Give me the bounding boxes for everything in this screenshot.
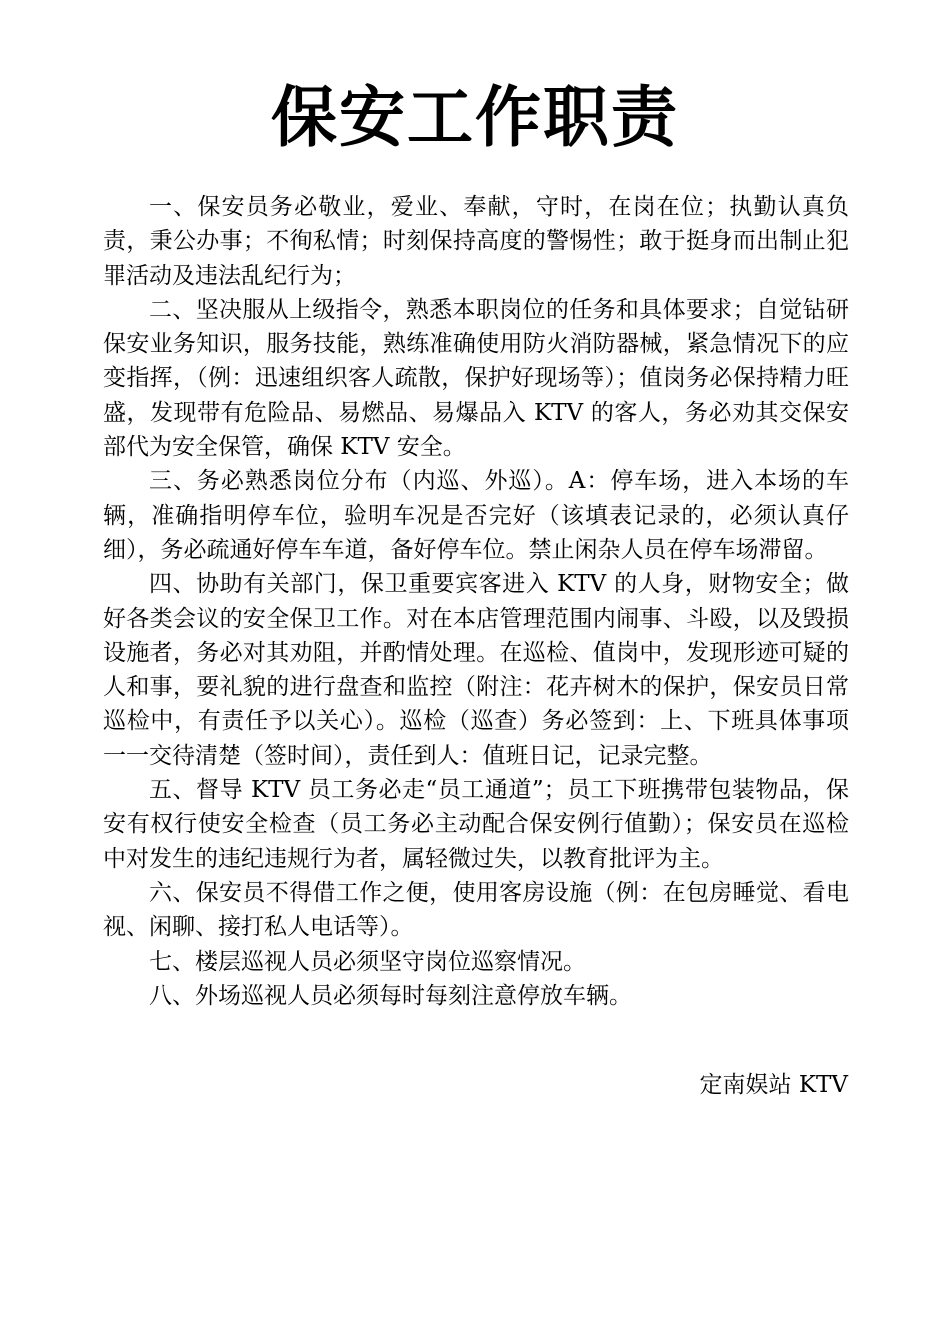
document-body (103, 190, 849, 1013)
paragraph-6: 六、保安员不得借工作之便，使用客房设施（例：在包房睡觉、看电视、闲聊、接打私人电话等）。 (103, 879, 849, 941)
paragraph-4: 四、协助有关部门，保卫重要宾客进入 KTV 的人身，财物安全；做好各类会议的安全保卫工作。对在本店管理范围内闹事、斗殴，以及毁损设施者，务必对其劝阻，并酌情处理。在巡检、值岗中，发现形迹可疑的人和事，要礼貌的进行盘查和监控（附注：花卉树木的保护，保安员日常巡检中，有责任予以关心）。巡检（巡查）务必签到：上、下班具体事项一一交待清楚（签时间），责任到人：值班日记，记录完整。 (103, 571, 849, 769)
paragraph-1: 一、保安员务必敬业，爱业、奉献，守时，在岗在位；执勤认真负责，秉公办事；不徇私情；时刻保持高度的警惕性；敢于挺身而出制止犯罪活动及违法乱纪行为； (103, 194, 849, 289)
paragraph-2: 二、坚决服从上级指令，熟悉本职岗位的任务和具体要求；自觉钻研保安业务知识，服务技能，熟练准确使用防火消防器械，紧急情况下的应变指挥，（例：迅速组织客人疏散，保护好现场等）；值岗务必保持精力旺盛，发现带有危险品、易燃品、易爆品入 KTV 的客人，务必劝其交保安部代为安全保管，确保 KTV 安全。 (103, 296, 849, 461)
signature: 定南娱站 KTV (699, 1072, 848, 1098)
paragraph-8: 八、外场巡视人员必须每时每刻注意停放车辆。 (149, 982, 632, 1009)
paragraph-3: 三、务必熟悉岗位分布（内巡、外巡）。A：停车场，进入本场的车辆，准确指明停车位，验明车况是否完好（该填表记录的，必须认真仔细），务必疏通好停车车道，备好停车位。禁止闲杂人员在停车场滞留。 (103, 468, 849, 563)
page-title: 保安工作职责 (271, 78, 679, 156)
paragraph-5: 五、督导 KTV 员工务必走“员工通道”；员工下班携带包装物品，保安有权行使安全检查（员工务必主动配合保安例行值勤）；保安员在巡检中对发生的违纪违规行为者，属轻微过失，以教育批评为主。 (103, 777, 849, 872)
paragraph-7: 七、楼层巡视人员必须坚守岗位巡察情况。 (149, 948, 586, 975)
